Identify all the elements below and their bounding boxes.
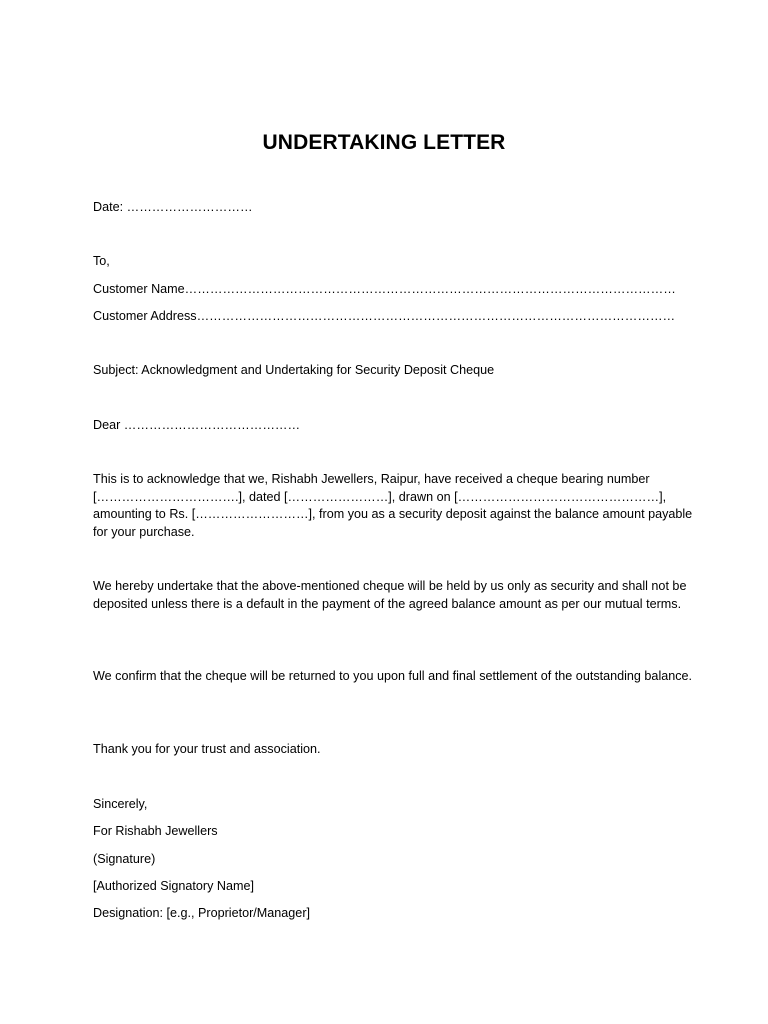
salutation-line: Dear ……………………………………: [93, 418, 301, 432]
acknowledgement-paragraph: This is to acknowledge that we, Rishabh Jewellers, Raipur, have received a cheque bearing number […………………………….], dated [……………………], drawn on […………………………………………], amounting to Rs. [………………………], from you as a security deposit against the balance amount payable for your purchase.: [93, 472, 693, 540]
designation-line: Designation: [e.g., Proprietor/Manager]: [93, 906, 311, 920]
to-line: To,: [93, 254, 110, 268]
closing-line: Sincerely,: [93, 797, 148, 811]
signatory-name-line: [Authorized Signatory Name]: [93, 879, 255, 893]
thank-you-line: Thank you for your trust and association.: [93, 742, 321, 756]
company-line: For Rishabh Jewellers: [93, 824, 218, 838]
undertaking-paragraph: We hereby undertake that the above-mentioned cheque will be held by us only as security and shall not be deposited unless there is a default in the payment of the agreed balance amount as per our mutual terms.: [93, 579, 687, 611]
customer-address-line: Customer Address……………………………………………………………………………………………………: [93, 309, 676, 323]
customer-name-line: Customer Name………………………………………………………………………………………………………: [93, 282, 676, 296]
signature-line: (Signature): [93, 852, 156, 866]
document-title: UNDERTAKING LETTER: [262, 131, 506, 154]
date-line: Date: …………………………: [93, 200, 253, 214]
return-confirmation-paragraph: We confirm that the cheque will be returned to you upon full and final settlement of the outstanding balance.: [93, 669, 693, 683]
subject-line: Subject: Acknowledgment and Undertaking for Security Deposit Cheque: [93, 363, 495, 377]
